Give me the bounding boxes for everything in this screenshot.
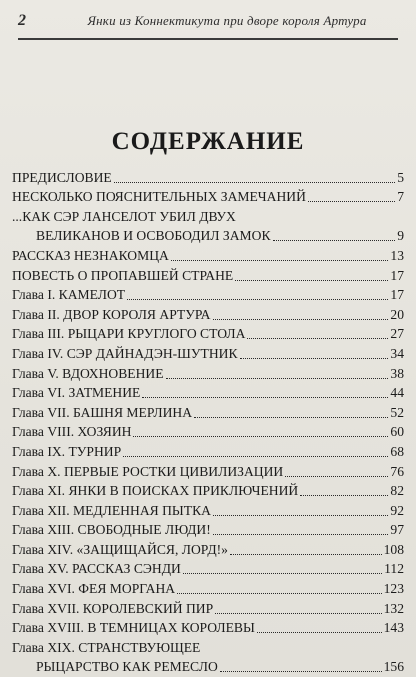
toc-entry: [12, 323, 404, 343]
toc-entry-title: Глава VII. БАШНЯ МЕРЛИНА: [12, 404, 193, 420]
toc-entry: [12, 460, 404, 480]
toc-entry: [12, 499, 404, 519]
toc-entry-title: Глава IX. ТУРНИР: [12, 443, 122, 459]
toc-entry-page: 9: [397, 228, 404, 244]
toc-entry-title: Глава XIII. СВОБОДНЫЕ ЛЮДИ!: [12, 522, 211, 538]
toc-entry: [12, 636, 404, 656]
toc-entry: [12, 303, 404, 323]
toc-entry-title: ...КАК СЭР ЛАНСЕЛОТ УБИЛ ДВУХ: [12, 208, 236, 224]
toc-entry-title: Глава X. ПЕРВЫЕ РОСТКИ ЦИВИЛИЗАЦИИ: [12, 463, 284, 479]
toc-entry-page: 143: [383, 620, 404, 636]
toc-entry-title: Глава III. РЫЦАРИ КРУГЛОГО СТОЛА: [12, 326, 246, 342]
toc-entry-page: 7: [397, 189, 404, 205]
toc-entry: [12, 440, 404, 460]
toc-entry-title: Глава XVIII. В ТЕМНИЦАХ КОРОЛЕВЫ: [12, 620, 255, 636]
toc-entry: [12, 284, 404, 304]
toc-entry-title: Глава XVII. КОРОЛЕВСКИЙ ПИР: [12, 600, 214, 616]
header-rule: [18, 38, 398, 40]
toc-dot-leader: [300, 495, 388, 496]
toc-entry-page: 132: [383, 600, 404, 616]
toc-dot-leader: [230, 554, 382, 555]
table-of-contents: [12, 166, 404, 675]
toc-entry-title: Глава XV. РАССКАЗ СЭНДИ: [12, 561, 181, 577]
toc-entry-title: ПРЕДИСЛОВИЕ: [12, 169, 112, 185]
toc-entry-page: 123: [383, 581, 404, 597]
toc-dot-leader: [247, 338, 388, 339]
toc-entry-page: 97: [390, 522, 404, 538]
toc-entry: [12, 519, 404, 539]
toc-entry-page: 112: [384, 561, 404, 577]
toc-entry-title: Глава VI. ЗАТМЕНИЕ: [12, 385, 141, 401]
toc-entry-title: Глава IV. СЭР ДАЙНАДЭН-ШУТНИК: [12, 345, 238, 361]
toc-entry-page: 76: [390, 463, 404, 479]
toc-entry: [12, 558, 404, 578]
toc-dot-leader: [285, 476, 388, 477]
toc-entry: [12, 597, 404, 617]
toc-dot-leader: [177, 593, 382, 594]
toc-entry: [12, 538, 404, 558]
toc-entry: [12, 166, 404, 186]
toc-entry-title: Глава I. КАМЕЛОТ: [12, 287, 126, 303]
toc-dot-leader: [133, 436, 388, 437]
toc-entry: [12, 186, 404, 206]
toc-dot-leader: [171, 260, 389, 261]
toc-entry-title: РЫЦАРСТВО КАК РЕМЕСЛО: [36, 659, 218, 675]
toc-entry-title: Глава XIV. «ЗАЩИЩАЙСЯ, ЛОРД!»: [12, 541, 228, 557]
toc-dot-leader: [166, 378, 389, 379]
toc-dot-leader: [235, 280, 388, 281]
toc-dot-leader: [240, 358, 389, 359]
toc-entry-page: 17: [390, 287, 404, 303]
toc-entry-page: 44: [390, 385, 404, 401]
toc-dot-leader: [213, 534, 389, 535]
toc-dot-leader: [308, 201, 395, 202]
toc-entry-title: ВЕЛИКАНОВ И ОСВОБОДИЛ ЗАМОК: [36, 228, 271, 244]
toc-entry: [12, 342, 404, 362]
running-title: Янки из Коннектикута при дворе короля Артура: [87, 13, 367, 28]
toc-entry: [12, 480, 404, 500]
toc-entry-page: 27: [390, 326, 404, 342]
toc-entry-page: 82: [390, 483, 404, 499]
toc-entry: [12, 421, 404, 441]
toc-dot-leader: [273, 240, 396, 241]
toc-dot-leader: [257, 632, 382, 633]
toc-entry-page: 13: [390, 247, 404, 263]
toc-title: СОДЕРЖАНИЕ: [111, 128, 305, 155]
toc-dot-leader: [114, 182, 395, 183]
toc-entry: [12, 225, 404, 245]
toc-dot-leader: [142, 397, 388, 398]
toc-entry-title: ПОВЕСТЬ О ПРОПАВШЕЙ СТРАНЕ: [12, 267, 234, 283]
toc-entry-page: 60: [390, 424, 404, 440]
toc-entry-title: НЕСКОЛЬКО ПОЯСНИТЕЛЬНЫХ ЗАМЕЧАНИЙ: [12, 189, 306, 205]
toc-entry: [12, 264, 404, 284]
toc-entry-page: 52: [390, 404, 404, 420]
running-header: [18, 6, 398, 36]
toc-entry: [12, 656, 404, 676]
toc-entry-page: 20: [390, 306, 404, 322]
toc-entry-page: 5: [397, 169, 404, 185]
toc-entry-title: Глава XII. МЕДЛЕННАЯ ПЫТКА: [12, 502, 211, 518]
toc-dot-leader: [213, 319, 389, 320]
toc-entry-page: 68: [390, 443, 404, 459]
toc-dot-leader: [215, 613, 381, 614]
toc-entry-page: 38: [390, 365, 404, 381]
toc-dot-leader: [123, 456, 388, 457]
toc-dot-leader: [127, 299, 388, 300]
toc-entry: [12, 617, 404, 637]
toc-entry-title: Глава VIII. ХОЗЯИН: [12, 424, 132, 440]
toc-entry: [12, 362, 404, 382]
toc-entry-title: Глава XVI. ФЕЯ МОРГАНА: [12, 581, 176, 597]
toc-entry: [12, 382, 404, 402]
toc-entry-title: Глава XIX. СТРАНСТВУЮЩЕЕ: [12, 639, 201, 655]
toc-dot-leader: [194, 417, 388, 418]
toc-entry-title: Глава XI. ЯНКИ В ПОИСКАХ ПРИКЛЮЧЕНИЙ: [12, 483, 299, 499]
toc-entry: [12, 577, 404, 597]
show-through-texture: [28, 58, 396, 130]
toc-entry-page: 92: [390, 502, 404, 518]
toc-entry: [12, 205, 404, 225]
toc-entry: [12, 401, 404, 421]
toc-dot-leader: [213, 515, 388, 516]
toc-entry-page: 156: [383, 659, 404, 675]
toc-entry-page: 108: [383, 541, 404, 557]
toc-dot-leader: [220, 671, 382, 672]
toc-dot-leader: [183, 573, 382, 574]
toc-entry-page: 17: [390, 267, 404, 283]
toc-entry-page: 34: [390, 345, 404, 361]
toc-entry-title: Глава II. ДВОР КОРОЛЯ АРТУРА: [12, 306, 211, 322]
page-number: 2: [18, 12, 26, 29]
toc-entry: [12, 244, 404, 264]
toc-entry-title: РАССКАЗ НЕЗНАКОМЦА: [12, 247, 169, 263]
toc-entry-title: Глава V. ВДОХНОВЕНИЕ: [12, 365, 164, 381]
